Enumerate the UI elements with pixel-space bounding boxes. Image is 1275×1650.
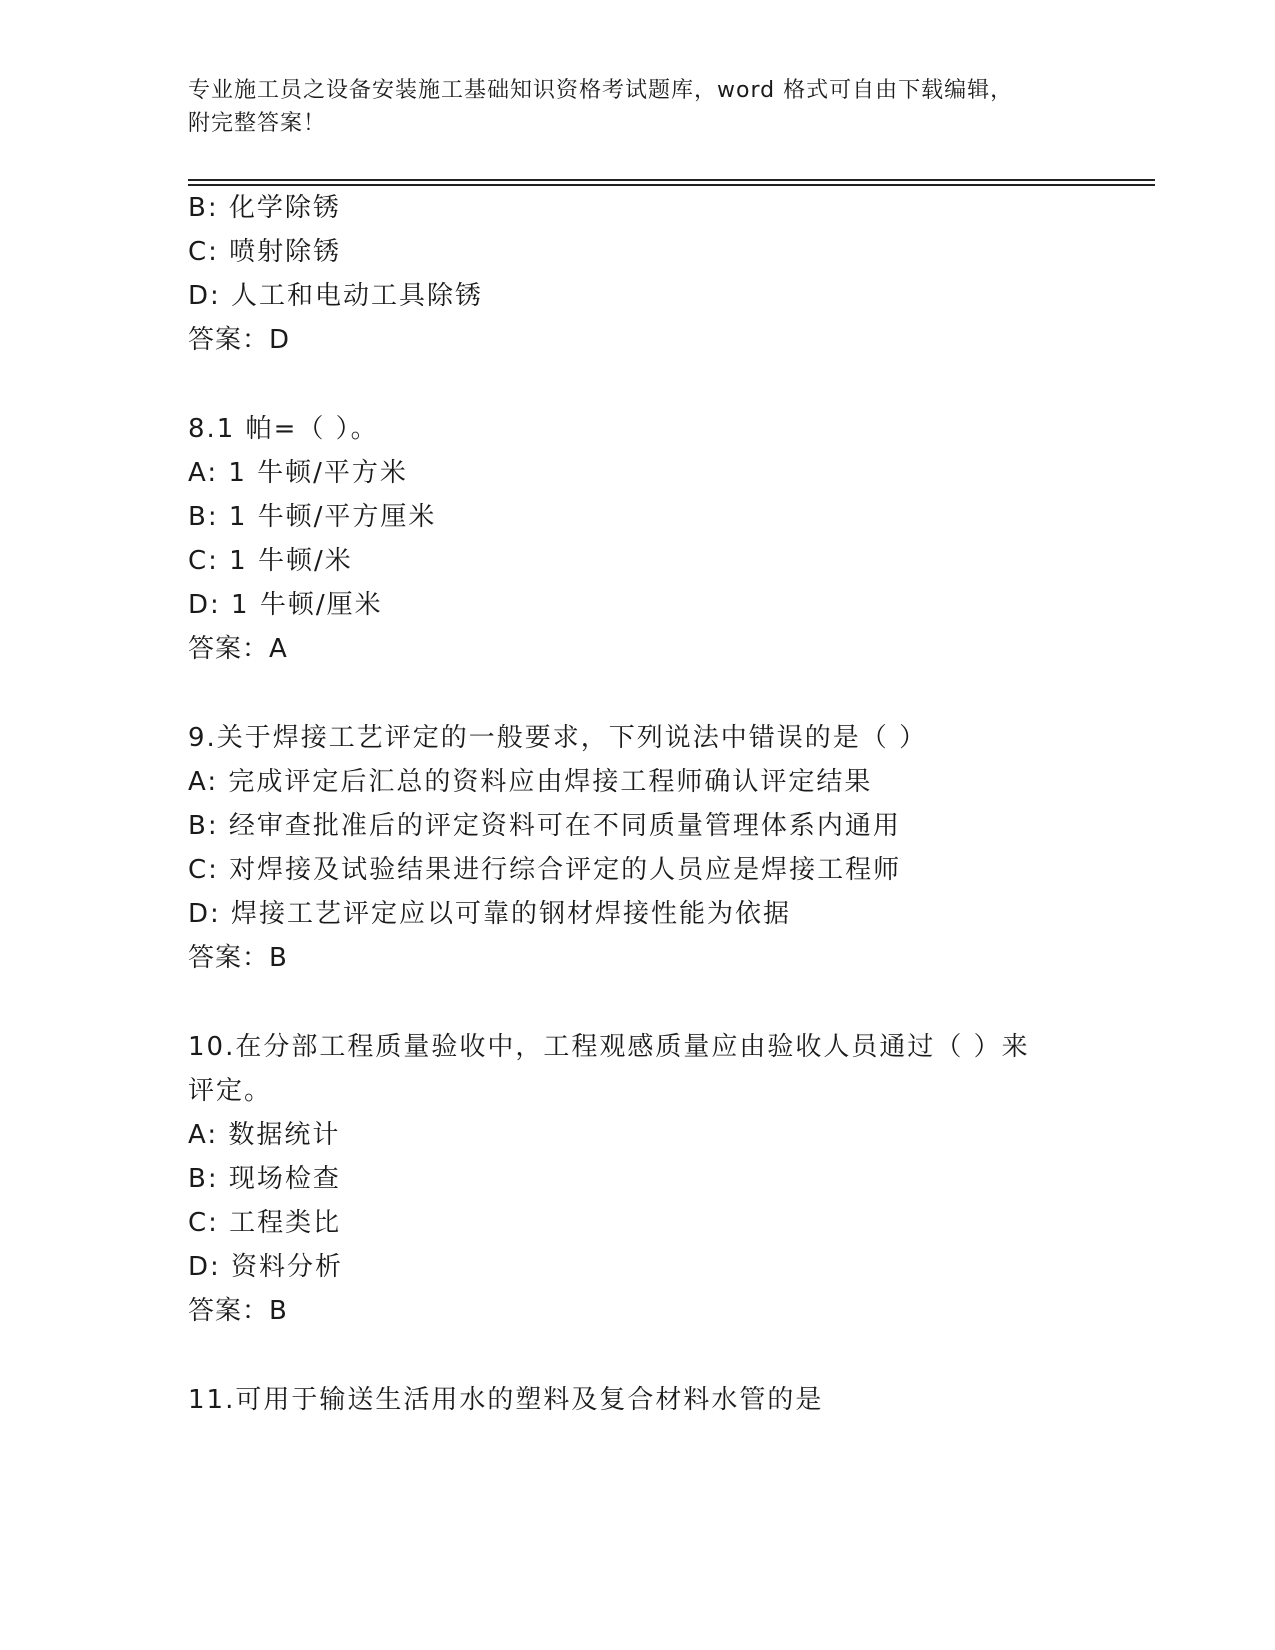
q9-question: 9.关于焊接工艺评定的一般要求，下列说法中错误的是（ ） bbox=[188, 723, 928, 753]
q8-option-b: B: 1 牛顿/平方厘米 bbox=[188, 502, 437, 532]
q8-option-c: C: 1 牛顿/米 bbox=[188, 546, 353, 576]
header-divider-top bbox=[188, 179, 1155, 181]
document-header bbox=[188, 74, 1088, 140]
q10-option-c: C: 工程类比 bbox=[188, 1208, 342, 1238]
q9-option-a: A: 完成评定后汇总的资料应由焊接工程师确认评定结果 bbox=[188, 767, 873, 797]
q9-option-b: B: 经审查批准后的评定资料可在不同质量管理体系内通用 bbox=[188, 811, 901, 841]
q8-answer: 答案：A bbox=[188, 634, 288, 664]
q7-option-c: C: 喷射除锈 bbox=[188, 237, 342, 267]
header-divider-bottom bbox=[188, 184, 1155, 186]
q9-answer: 答案：B bbox=[188, 943, 288, 973]
q7-option-d: D: 人工和电动工具除锈 bbox=[188, 281, 484, 311]
q8-option-a: A: 1 牛顿/平方米 bbox=[188, 458, 408, 488]
q9-option-c: C: 对焊接及试验结果进行综合评定的人员应是焊接工程师 bbox=[188, 855, 902, 885]
q10-option-d: D: 资料分析 bbox=[188, 1252, 344, 1282]
q10-question-line2: 评定。 bbox=[188, 1076, 273, 1106]
q7-answer: 答案：D bbox=[188, 325, 291, 355]
q10-option-a: A: 数据统计 bbox=[188, 1120, 341, 1150]
q9-option-d: D: 焊接工艺评定应以可靠的钢材焊接性能为依据 bbox=[188, 899, 792, 929]
header-title-line2: 附完整答案！ bbox=[188, 111, 327, 136]
q11-question: 11.可用于输送生活用水的塑料及复合材料水管的是 bbox=[188, 1385, 824, 1415]
header-title-line1: 专业施工员之设备安装施工基础知识资格考试题库，word 格式可自由下载编辑， bbox=[188, 78, 1014, 103]
q10-answer: 答案：B bbox=[188, 1296, 288, 1326]
q8-option-d: D: 1 牛顿/厘米 bbox=[188, 590, 383, 620]
q8-question: 8.1 帕=（ ）。 bbox=[188, 414, 379, 444]
q7-option-b: B: 化学除锈 bbox=[188, 193, 341, 223]
q10-question-line1: 10.在分部工程质量验收中，工程观感质量应由验收人员通过（ ）来 bbox=[188, 1032, 1030, 1062]
q10-option-b: B: 现场检查 bbox=[188, 1164, 341, 1194]
